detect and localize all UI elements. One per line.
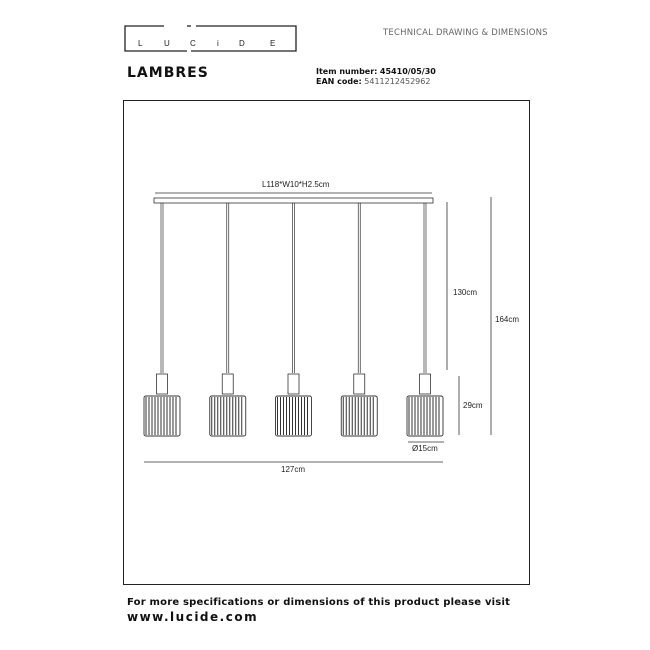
svg-text:L: L: [138, 39, 143, 48]
section-title: TECHNICAL DRAWING & DIMENSIONS: [383, 28, 548, 38]
svg-text:E: E: [270, 39, 276, 48]
svg-text:U: U: [164, 39, 170, 48]
total-height-dimension: 164cm: [495, 315, 520, 324]
ceiling-bar: [154, 198, 433, 203]
svg-text:i: i: [217, 39, 219, 48]
website-link[interactable]: www.lucide.com: [127, 610, 259, 624]
footer-note: For more specifications or dimensions of this product please visit: [127, 597, 511, 608]
svg-text:D: D: [239, 39, 245, 48]
bar-dimension: L118*W10*H2.5cm: [262, 180, 330, 189]
item-number-label: Item number:: [316, 67, 378, 76]
shade-diameter-dimension: Ø15cm: [412, 444, 438, 453]
pendant: [144, 203, 180, 436]
pendant: [276, 203, 312, 436]
ean-label: EAN code:: [316, 77, 362, 86]
shade-height-dimension: 29cm: [463, 401, 483, 410]
ean-code: 5411212452962: [364, 77, 431, 86]
product-name: LAMBRES: [127, 65, 209, 81]
pendant: [210, 203, 246, 436]
total-length-dimension: 127cm: [281, 465, 306, 474]
item-number: 45410/05/30: [379, 67, 436, 76]
svg-text:C: C: [190, 39, 196, 48]
pendant: [407, 203, 443, 436]
cable-dimension: 130cm: [453, 288, 478, 297]
pendant: [341, 203, 377, 436]
